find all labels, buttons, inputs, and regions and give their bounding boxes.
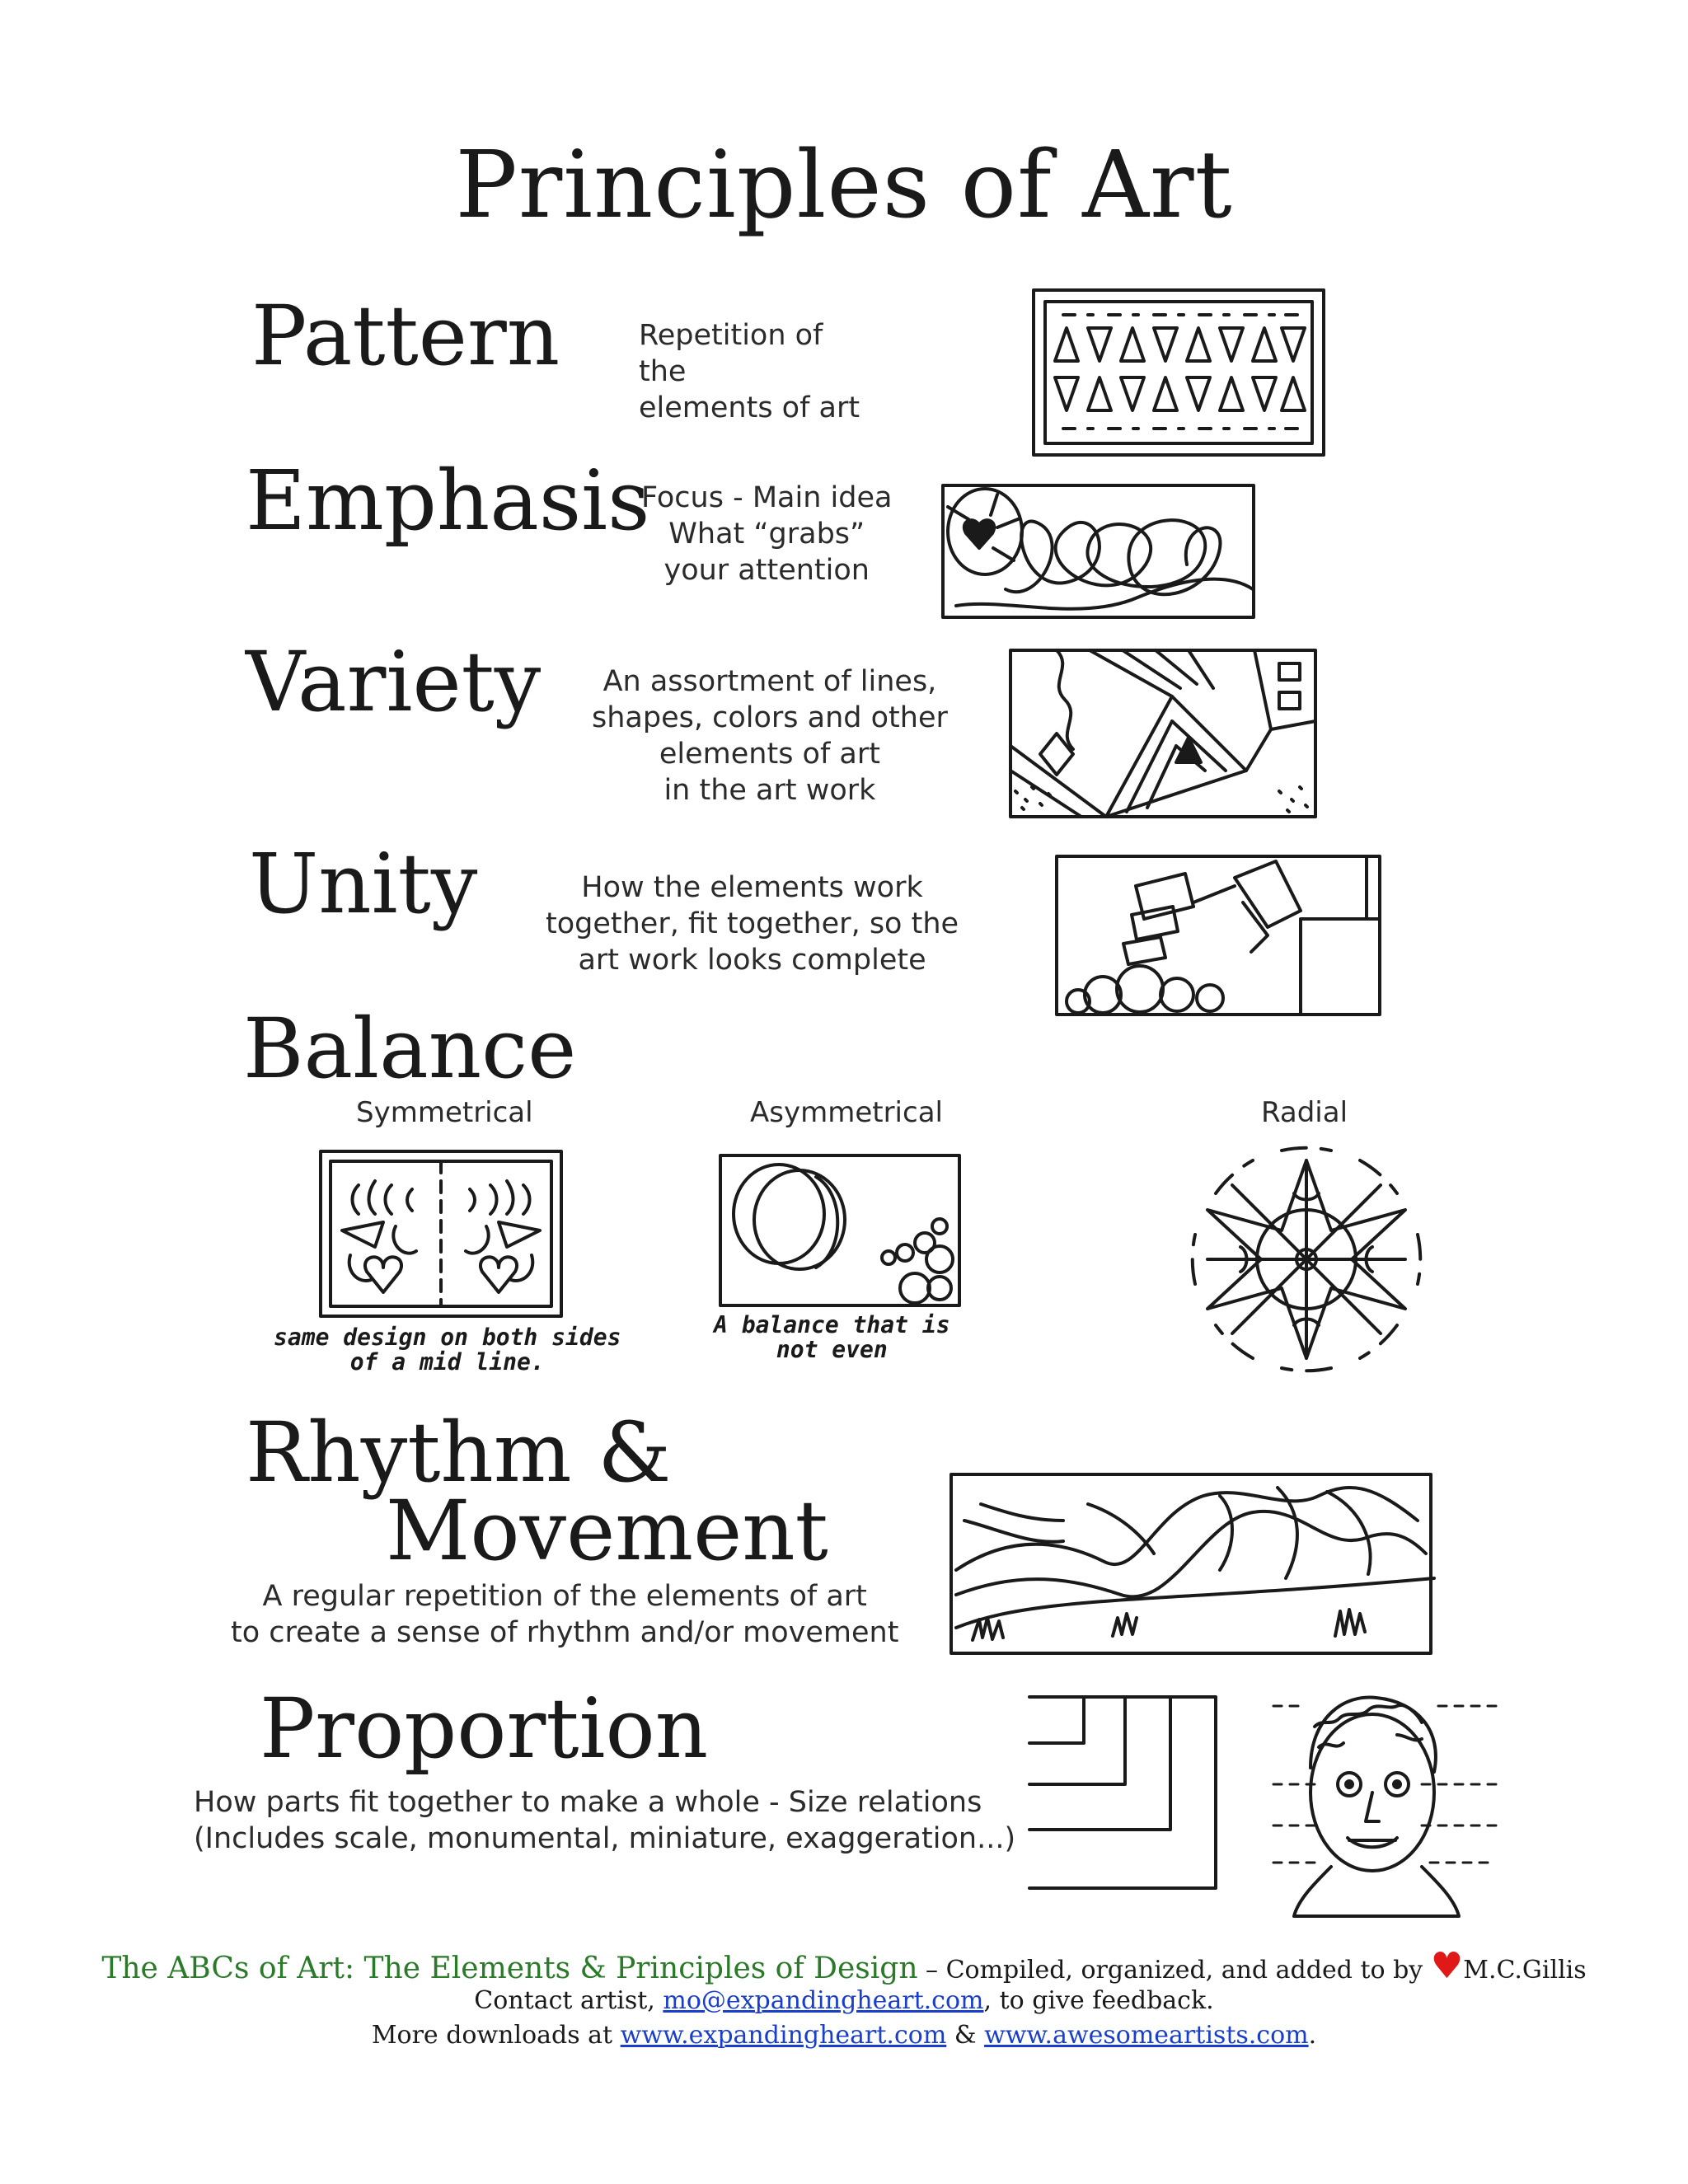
rhythm-heading-line1: Rhythm & <box>246 1404 672 1501</box>
asymmetrical-label: Asymmetrical <box>750 1096 943 1129</box>
emphasis-desc-line: your attention <box>663 554 870 587</box>
credit-text: – Compiled, organized, and added to by <box>917 1956 1431 1985</box>
heart-icon: ♥ <box>1430 1945 1464 1987</box>
emphasis-heading: Emphasis <box>246 452 650 549</box>
variety-sketch-icon <box>1007 647 1319 820</box>
amp-text: & <box>946 2021 985 2050</box>
emphasis-desc-line: Focus - Main idea <box>641 481 893 514</box>
pattern-desc-line: the <box>639 355 687 388</box>
symmetrical-note-line: of a mid line. <box>349 1348 545 1376</box>
pattern-description <box>639 317 860 426</box>
rhythm-heading-line2: Movement <box>386 1483 828 1579</box>
asymmetrical-sketch-icon <box>717 1152 963 1309</box>
balance-heading: Balance <box>243 1001 577 1097</box>
proportion-squares-sketch-icon <box>1026 1694 1224 1891</box>
unity-desc-line: art work looks complete <box>578 944 926 977</box>
proportion-desc-line: (Includes scale, monumental, miniature, exaggeration...) <box>194 1822 1016 1855</box>
awesomeartists-link[interactable]: www.awesomeartists.com <box>984 2021 1309 2050</box>
pattern-desc-line: elements of art <box>639 391 860 424</box>
asymmetrical-note <box>714 1313 950 1362</box>
unity-sketch-icon <box>1053 853 1383 1018</box>
series-title: The ABCs of Art: The Elements & Principles of Design <box>101 1952 918 1985</box>
expandingheart-link[interactable]: www.expandingheart.com <box>620 2021 947 2050</box>
proportion-description <box>194 1784 1015 1857</box>
rhythm-desc-line: A regular repetition of the elements of art <box>262 1580 867 1613</box>
pattern-heading: Pattern <box>251 288 560 384</box>
symmetrical-sketch-icon <box>317 1148 565 1319</box>
symmetrical-note <box>274 1325 621 1375</box>
variety-desc-line: in the art work <box>663 774 876 807</box>
proportion-heading: Proportion <box>260 1680 709 1777</box>
symmetrical-note-line: same design on both sides <box>274 1324 621 1351</box>
rhythm-sketch-icon <box>948 1471 1434 1657</box>
variety-heading: Variety <box>246 634 542 730</box>
emphasis-desc-line: What “grabs” <box>668 518 865 551</box>
downloads-prefix: More downloads at <box>371 2021 621 2050</box>
page-title: Principles of Art <box>455 132 1233 239</box>
emphasis-description <box>641 480 892 588</box>
radial-label: Radial <box>1261 1096 1348 1129</box>
unity-desc-line: How the elements work <box>581 871 923 904</box>
symmetrical-label: Symmetrical <box>356 1096 533 1129</box>
footer-credit-line <box>0 1945 1688 1987</box>
contact-prefix: Contact artist, <box>474 1986 663 2015</box>
unity-desc-line: together, fit together, so the <box>546 907 959 940</box>
pattern-sketch-icon <box>1030 287 1327 458</box>
asymmetrical-note-line: A balance that is <box>714 1311 950 1338</box>
emphasis-sketch-icon <box>940 482 1257 621</box>
unity-description <box>546 869 959 978</box>
face-sketch-icon <box>1273 1694 1504 1924</box>
period-text: . <box>1308 2021 1317 2050</box>
variety-desc-line: shapes, colors and other <box>592 701 948 734</box>
rhythm-description <box>231 1578 898 1651</box>
contact-suffix: , to give feedback. <box>983 1986 1214 2015</box>
pattern-desc-line: Repetition of <box>639 319 823 352</box>
footer-contact-line <box>0 1986 1688 2015</box>
author-name: M.C.Gillis <box>1463 1956 1587 1985</box>
footer-downloads-line <box>0 2021 1688 2050</box>
variety-description <box>592 663 948 808</box>
proportion-desc-line: How parts fit together to make a whole - Size relations <box>194 1786 982 1819</box>
radial-sketch-icon <box>1183 1144 1430 1375</box>
asymmetrical-note-line: not even <box>776 1336 888 1363</box>
unity-heading: Unity <box>249 836 478 932</box>
variety-desc-line: An assortment of lines, <box>603 665 937 698</box>
email-link[interactable]: mo@expandingheart.com <box>663 1986 984 2015</box>
variety-desc-line: elements of art <box>659 738 880 771</box>
rhythm-desc-line: to create a sense of rhythm and/or movement <box>231 1616 899 1649</box>
